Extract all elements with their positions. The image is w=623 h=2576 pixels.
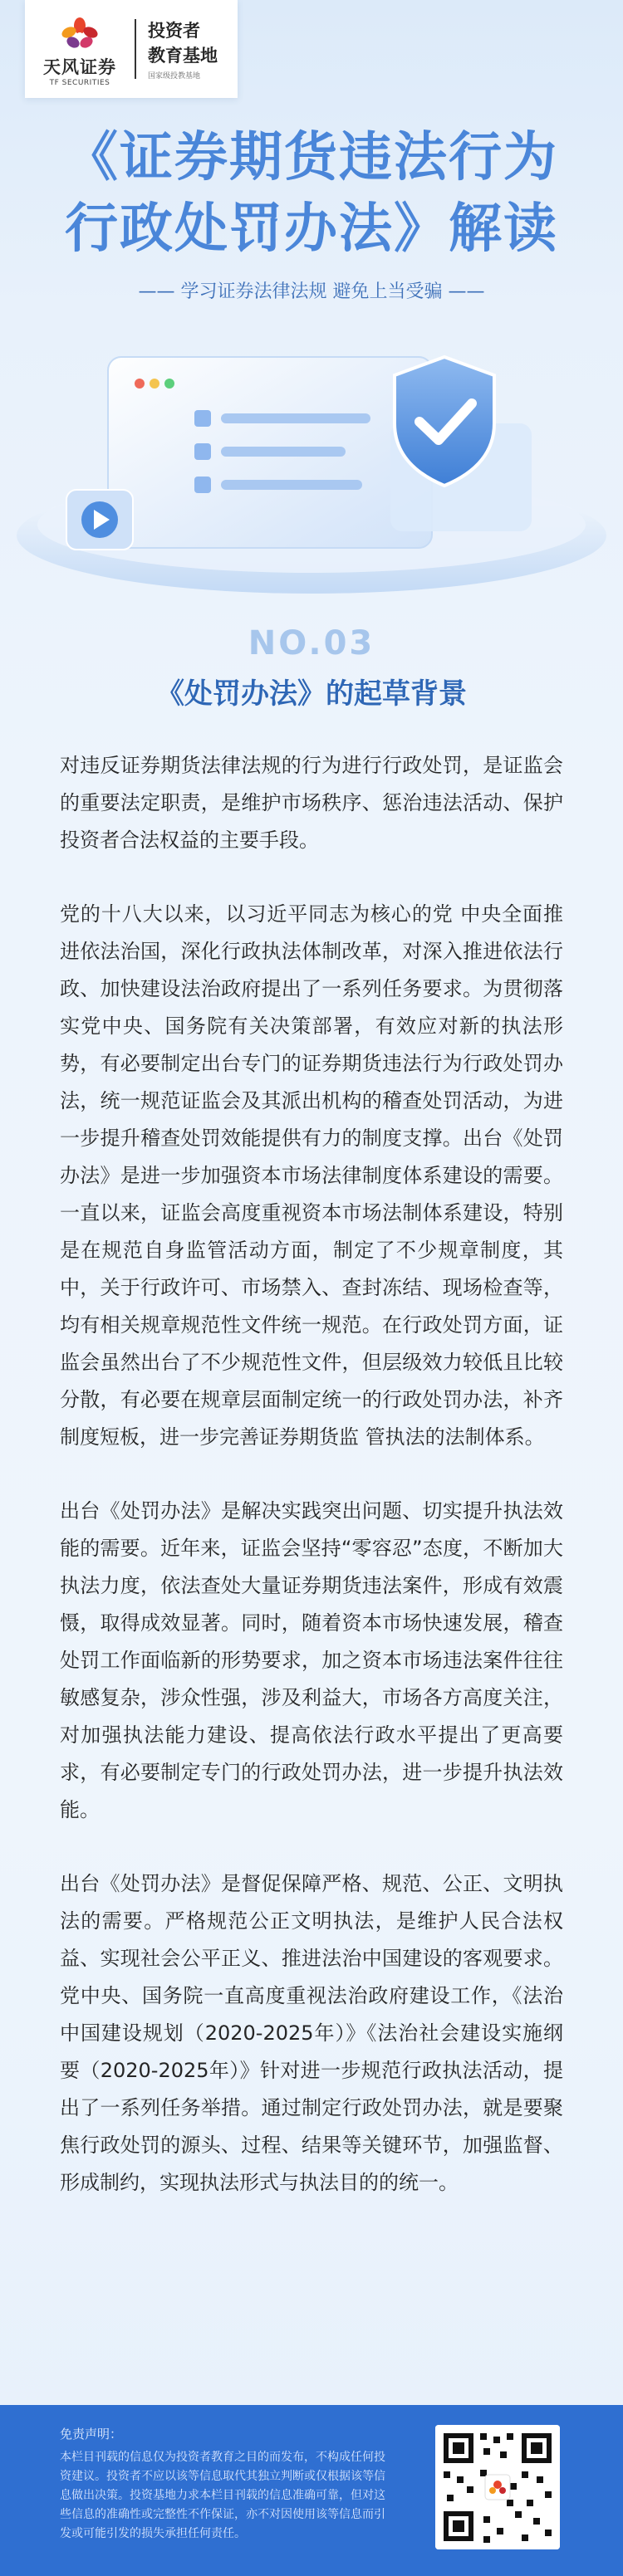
brand-name-en: TF SECURITIES: [49, 79, 110, 87]
page-title-line1: 《证券期货违法行为: [65, 126, 558, 188]
page-subtitle: —— 学习证券法律法规 避免上当受骗 ——: [138, 281, 485, 302]
qr-code-icon[interactable]: [435, 2425, 560, 2549]
section-title: 《处罚办法》的起草背景: [156, 677, 467, 711]
paragraph: 出台《处罚办法》是督促保障严格、规范、公正、文明执法的需要。严格规范公正文明执法，是维护人民合法权益、实现社会公平正义、推进法治中国建设的客观要求。党中央、国务院一直高度重视法治政府建设工作，《法治中国建设规划（2020-2025年）》《法治社会建设实施纲要（2020-2025年）》针对进一步规范行政执法活动，提出了一系列任务举措。通过制定行政处罚办法，就是要聚焦行政处罚的源头、过程、结果等关键环节，加强监督、形成制约，实现执法形式与执法目的的统一。: [60, 1872, 563, 2194]
hero-illustration: [0, 324, 623, 606]
disclaimer-text: 本栏目刊载的信息仅为投资者教育之目的而发布，不构成任何投资建议。投资者不应以该等信息取代其独立判断或仅根据该等信息做出决策。投资基地力求本栏目刊载的信息准确可靠，但对这些信息的准确性或完整性不作保证，亦不对因使用该等信息而引发或可能引发的损失承担任何责任。: [60, 2451, 385, 2540]
paragraph: 对违反证券期货法律法规的行为进行行政处罚，是证监会的重要法定职责，是维护市场秩序、惩治违法活动、保护投资者合法权益的主要手段。: [60, 754, 563, 852]
page-title-line2: 行政处罚办法》解读: [65, 198, 558, 260]
tf-securities-logo: [25, 11, 135, 87]
video-play-icon: [66, 490, 133, 550]
disclaimer-footer: [0, 2405, 623, 2576]
base-line2: 教育基地: [148, 45, 218, 66]
brand-logo-card: [25, 0, 238, 98]
base-line1: 投资者: [148, 20, 200, 41]
paragraph: 出台《处罚办法》是解决实践突出问题、切实提升执法效能的需要。近年来，证监会坚持“零容忍”态度，不断加大执法力度，依法查处大量证券期货违法案件，形成有效震慑，取得成效显著。同时，随着资本市场快速发展，稽查处罚工作面临新的形势要求，加之资本市场违法案件往往敏感复杂，涉众性强，涉及利益大，市场各方高度关注，对加强执法能力建设、提高依法行政水平提出了更高要求，有必要制定专门的行政处罚办法，进一步提升执法效能。: [60, 1499, 563, 1821]
article-body: [60, 747, 563, 2238]
paragraph: 党的十八大以来，以习近平同志为核心的党 中央全面推进依法治国，深化行政执法体制改革，对深入推进依法行政、加快建设法治政府提出了一系列任务要求。为贯彻落实党中央、国务院有关决策部署，有效应对新的执法形势，有必要制定出台专门的证券期货违法行为行政处罚办法，统一规范证监会及其派出机构的稽查处罚活动，为进一步提升稽查处罚效能提供有力的制度支撑。出台《处罚办法》是进一步加强资本市场法律制度体系建设的需要。一直以来，证监会高度重视资本市场法制体系建设，特别是在规范自身监管活动方面，制定了不少规章制度，其中，关于行政许可、市场禁入、查封冻结、现场检查等，均有相关规章规范性文件统一规范。在行政处罚方面，证监会虽然出台了不少规范性文件，但层级效力较低且比较分散，有必要在规章层面制定统一的行政处罚办法，补齐制度短板，进一步完善证券期货监 管执法的法制体系。: [60, 902, 563, 1449]
browser-window-icon: [108, 357, 432, 548]
investor-base-label: [136, 18, 218, 81]
disclaimer-title: 免责声明：: [60, 2427, 123, 2442]
flower-logo-icon: [58, 16, 101, 52]
brand-name: 天风证券: [43, 57, 116, 77]
base-sub: 国家级投教基地: [148, 71, 201, 81]
section-number: NO.03: [248, 624, 375, 662]
shield-check-icon: [390, 357, 532, 531]
